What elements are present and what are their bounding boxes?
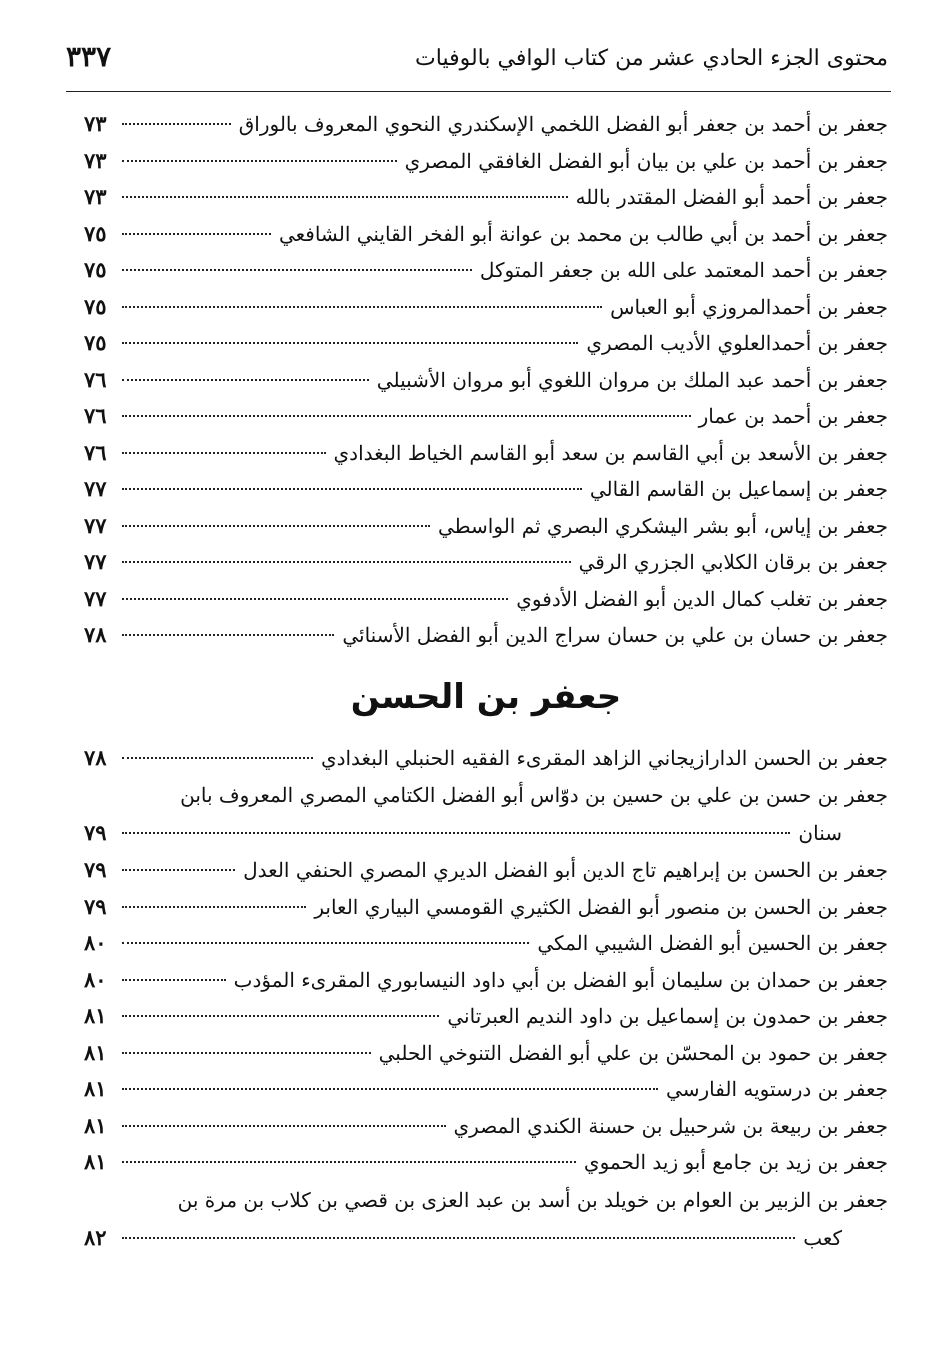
dot-leader [122, 342, 578, 344]
dot-leader [122, 488, 582, 490]
entry-page-number: ٨١ [84, 1003, 107, 1028]
dot-leader [122, 832, 790, 834]
entry-name: جعفر بن أحمد المعتمد على الله بن جعفر المتوكل [479, 258, 888, 282]
entry-page-number: ٧٥ [84, 330, 107, 355]
entry-continuation [84, 1219, 888, 1257]
dot-leader [122, 634, 334, 636]
entry-name: جعفر بن برقان الكلابي الجزري الرقي [578, 550, 888, 574]
toc-entry [84, 1071, 888, 1108]
entry-page-number: ٨٠ [84, 930, 107, 955]
toc-entry-multiline [84, 1181, 888, 1257]
toc-entry [84, 216, 888, 253]
entry-name-line1: جعفر بن الزبير بن العوام بن خويلد بن أسد بن عبد العزى بن قصي بن كلاب بن مرة بن [177, 1187, 888, 1212]
dot-leader [122, 757, 313, 759]
entry-page-number: ٧٣ [84, 147, 107, 173]
entry-page-number: ٧٩ [84, 857, 107, 882]
entry-page-number: ٧٥ [84, 220, 107, 246]
entry-name: جعفر بن الحسن بن منصور أبو الفضل الكثيري القومسي البياري العابر [314, 894, 888, 919]
entry-page-number: ٧٣ [84, 184, 107, 209]
dot-leader [122, 906, 306, 908]
entry-name: جعفر بن ربيعة بن شرحبيل بن حسنة الكندي المصري [453, 1113, 888, 1138]
entry-page-number: ٧٧ [84, 585, 107, 611]
entry-continuation [84, 814, 888, 852]
toc-entry [84, 398, 888, 435]
dot-leader [122, 379, 369, 381]
entry-name: جعفر بن إسماعيل بن القاسم القالي [589, 477, 888, 501]
entry-page-number: ٧٧ [84, 476, 107, 501]
entry-name: جعفر بن درستويه الفارسي [666, 1077, 888, 1101]
entry-page-number: ٧٨ [84, 622, 107, 647]
entry-page-number: ٧٩ [84, 893, 107, 919]
toc-entry [84, 998, 888, 1035]
entry-page-number: ٨٢ [84, 1224, 107, 1250]
dot-leader [122, 942, 529, 944]
dot-leader [122, 160, 397, 162]
page-number: ٣٣٧ [66, 40, 112, 73]
entry-name: جعفر بن أحمدالعلوي الأديب المصري [586, 331, 888, 355]
entry-page-number: ٧٥ [84, 257, 107, 282]
toc-entry [84, 289, 888, 326]
entry-page-number: ٨١ [84, 1039, 107, 1065]
entry-page-number: ٧٧ [84, 549, 107, 574]
dot-leader [122, 979, 226, 981]
toc-entry [84, 962, 888, 999]
toc-entry [84, 581, 888, 618]
dot-leader [122, 452, 326, 454]
toc-entry [84, 544, 888, 581]
entry-name: جعفر بن الحسن الدارازيجاني الزاهد المقرىء الفقيه الحنبلي البغدادي [320, 745, 888, 770]
header-divider [66, 91, 891, 92]
toc-entry [84, 325, 888, 362]
entry-name: جعفر بن أحمد بن أبي طالب بن محمد بن عوانة أبو الفخر القايني الشافعي [278, 221, 888, 246]
entry-name-line2: سنان [798, 821, 842, 845]
entry-name: جعفر بن إياس، أبو بشر اليشكري البصري ثم الواسطي [437, 513, 888, 538]
entry-page-number: ٧٥ [84, 293, 107, 319]
entry-name: جعفر بن الحسين أبو الفضل الشيبي المكي [537, 931, 888, 955]
toc-entry [84, 106, 888, 143]
toc-entry [84, 925, 888, 962]
entry-name: جعفر بن حسان بن علي بن حسان سراج الدين أبو الفضل الأسنائي [342, 623, 888, 647]
dot-leader [122, 869, 235, 871]
toc-entry [84, 889, 888, 926]
dot-leader [122, 1125, 446, 1127]
toc-entry [84, 435, 888, 472]
entry-page-number: ٧٩ [84, 820, 107, 845]
entry-page-number: ٧٧ [84, 512, 107, 538]
entry-page-number: ٧٣ [84, 111, 107, 136]
toc-entry [84, 617, 888, 654]
toc-entry [84, 362, 888, 399]
toc-entry [84, 740, 888, 777]
entry-page-number: ٨١ [84, 1112, 107, 1138]
dot-leader [122, 1015, 439, 1017]
dot-leader [122, 561, 571, 563]
toc-entry [84, 252, 888, 289]
toc-entry-multiline [84, 776, 888, 852]
entry-name: جعفر بن أحمد بن جعفر أبو الفضل اللخمي الإسكندري النحوي المعروف بالوراق [238, 112, 888, 136]
toc-entry [84, 1035, 888, 1072]
dot-leader [122, 196, 568, 198]
entry-page-number: ٨١ [84, 1149, 107, 1174]
dot-leader [122, 233, 271, 235]
entry-page-number: ٧٨ [84, 744, 107, 770]
entry-name: جعفر بن أحمد بن علي بن بيان أبو الفضل الغافقي المصري [404, 148, 888, 173]
dot-leader [122, 525, 430, 527]
toc-entry [84, 1144, 888, 1181]
entry-page-number: ٨٠ [84, 966, 107, 992]
toc-entry [84, 1108, 888, 1145]
toc-entry [84, 852, 888, 889]
dot-leader [122, 269, 472, 271]
dot-leader [122, 1237, 795, 1239]
entry-name: جعفر بن حمدون بن إسماعيل بن داود النديم العبرتاني [447, 1004, 888, 1028]
dot-leader [122, 1052, 371, 1054]
entry-name-line1: جعفر بن حسن بن علي بن حسين بن دوّاس أبو الفضل الكتامي المصري المعروف بابن [180, 783, 888, 807]
entry-name-line2: كعب [803, 1225, 842, 1250]
entry-name: جعفر بن أحمد عبد الملك بن مروان اللغوي أبو مروان الأشبيلي [376, 367, 888, 392]
entry-name: جعفر بن حمدان بن سليمان أبو الفضل بن أبي داود النيسابوري المقرىء المؤدب [233, 967, 888, 992]
toc-entry [84, 143, 888, 180]
entry-page-number: ٧٦ [84, 366, 107, 392]
entry-name: جعفر بن أحمد أبو الفضل المقتدر بالله [575, 185, 888, 209]
running-title: محتوى الجزء الحادي عشر من كتاب الوافي بالوفيات [415, 46, 888, 71]
entry-page-number: ٧٦ [84, 403, 107, 428]
toc-entry [84, 179, 888, 216]
toc-entry [84, 508, 888, 545]
entry-name: جعفر بن أحمد بن عمار [698, 404, 888, 428]
table-of-contents [84, 106, 888, 1257]
entry-page-number: ٨١ [84, 1076, 107, 1101]
entry-page-number: ٧٦ [84, 439, 107, 465]
dot-leader [122, 598, 508, 600]
toc-entry [84, 471, 888, 508]
page-header [66, 40, 888, 88]
dot-leader [122, 1161, 576, 1163]
dot-leader [122, 1088, 658, 1090]
entry-name: جعفر بن أحمدالمروزي أبو العباس [610, 294, 888, 319]
dot-leader [122, 306, 602, 308]
entry-name: جعفر بن حمود بن المحسّن بن علي أبو الفضل التنوخي الحلبي [378, 1040, 888, 1065]
section-heading: جعفر بن الحسن [350, 676, 622, 717]
entry-name: جعفر بن الحسن بن إبراهيم تاج الدين أبو الفضل الديري المصري الحنفي العدل [243, 858, 888, 882]
dot-leader [122, 123, 231, 125]
entry-name: جعفر بن زيد بن جامع أبو زيد الحموي [583, 1150, 888, 1174]
entry-name: جعفر بن الأسعد بن أبي القاسم بن سعد أبو القاسم الخياط البغدادي [333, 440, 888, 465]
dot-leader [122, 415, 691, 417]
entry-name: جعفر بن تغلب كمال الدين أبو الفضل الأدفوي [516, 586, 888, 611]
